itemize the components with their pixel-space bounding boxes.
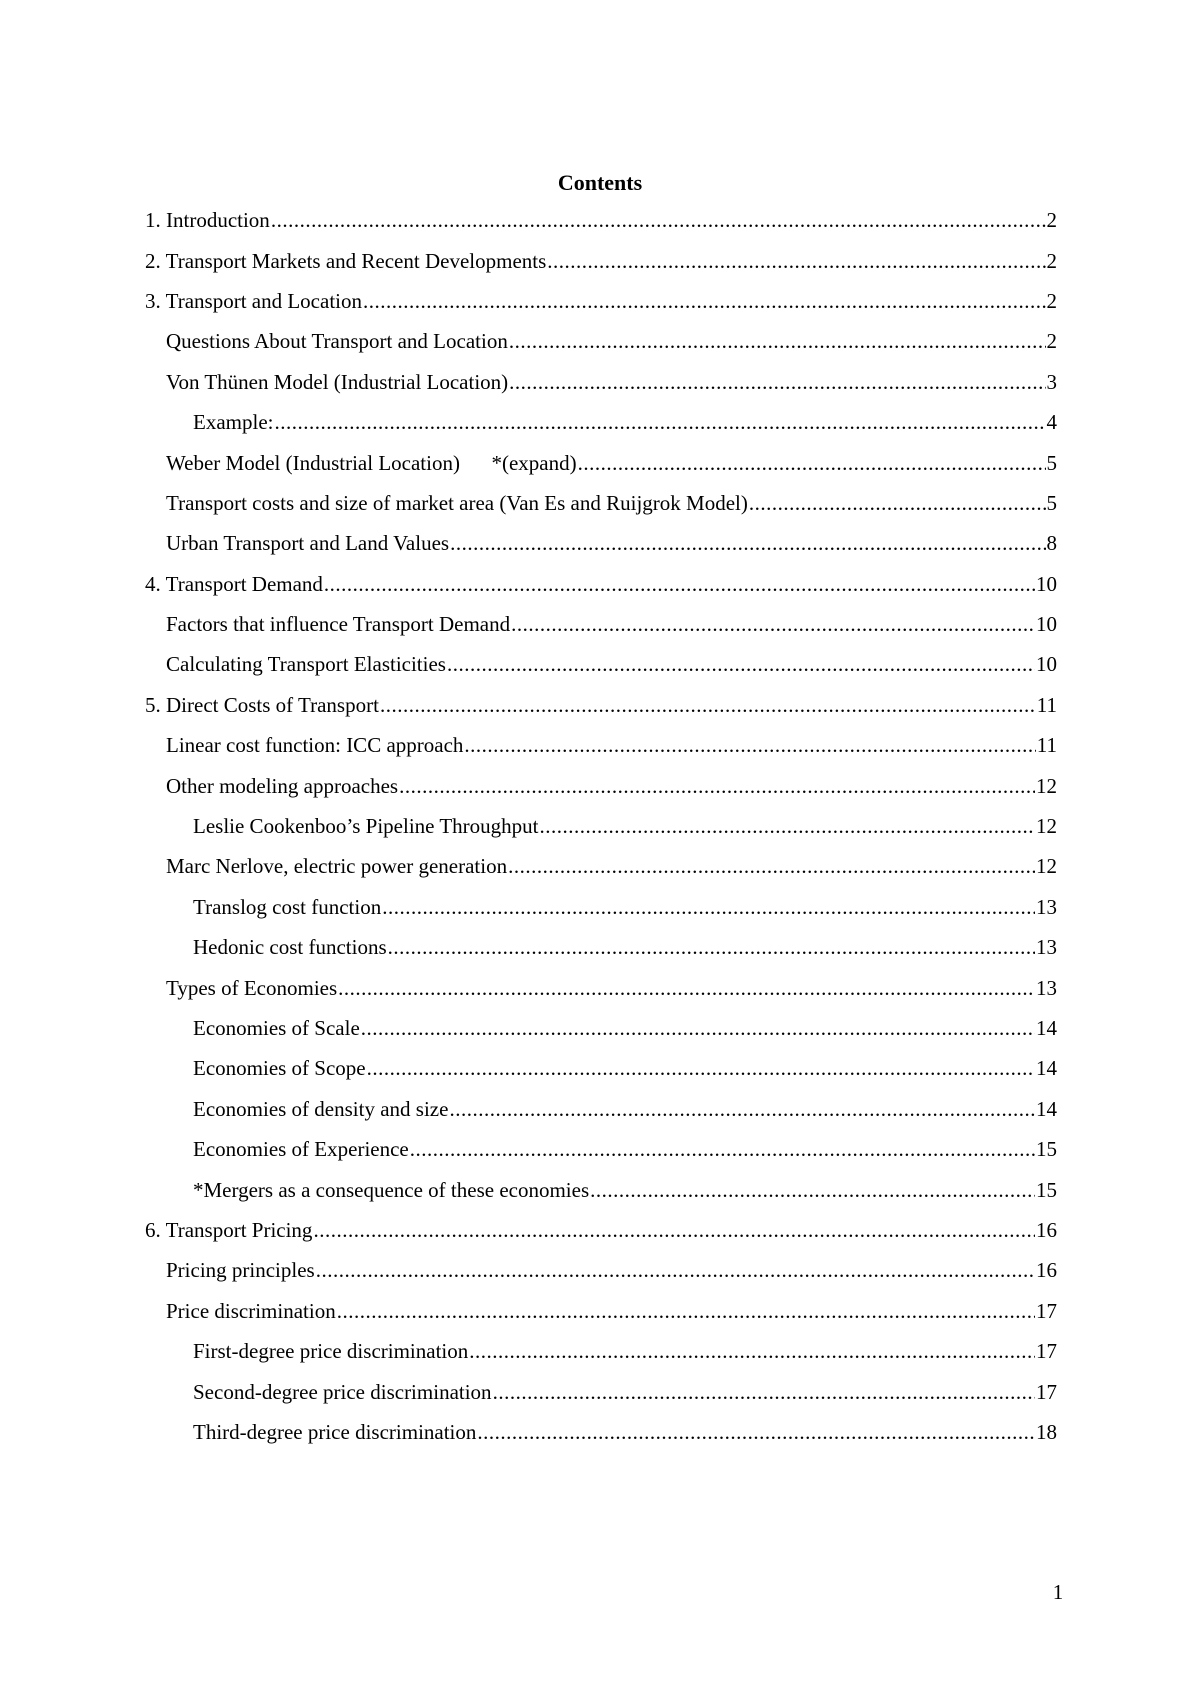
toc-entry-page: 2 [1046,248,1057,273]
toc-entry-text: 1. Introduction [145,208,270,233]
toc-dot-leader [578,451,1046,475]
toc-entry[interactable] [145,765,1057,805]
toc-dot-leader [590,1178,1035,1202]
toc-dot-leader [749,491,1046,515]
toc-entry-page: 3 [1046,369,1057,394]
toc-entry-text: 3. Transport and Location [145,288,362,313]
toc-entry-text: 2. Transport Markets and Recent Developments [145,248,547,273]
toc-entry-page: 5 [1046,490,1057,515]
toc-entry-page: 15 [1036,1137,1057,1162]
toc-entry-page: 4 [1046,410,1057,435]
toc-dot-leader [382,895,1035,919]
toc-dot-leader [477,1420,1035,1444]
page-title: Contents [557,170,643,195]
toc-entry-page: 14 [1036,1056,1057,1081]
toc-entry-text: Weber Model (Industrial Location) *(expand) [166,450,577,475]
toc-entry-text: 6. Transport Pricing [145,1217,313,1242]
toc-entry-page: 17 [1036,1298,1057,1323]
toc-entry-page: 17 [1036,1339,1057,1364]
toc-dot-leader [410,1137,1035,1161]
toc-entry-text: Economies of Experience [193,1137,409,1162]
toc-entry-page: 10 [1036,652,1057,677]
toc-entry-page: 14 [1036,1096,1057,1121]
toc-dot-leader [399,774,1035,798]
toc-dot-leader [540,814,1036,838]
toc-entry[interactable] [145,927,1057,967]
toc-dot-leader [509,329,1046,353]
toc-entry[interactable] [145,321,1057,361]
toc-entry[interactable] [145,362,1057,402]
toc-entry[interactable] [145,402,1057,442]
toc-entry-text: Transport costs and size of market area (Van Es and Ruijgrok Model) [166,490,748,515]
toc-entry-text: Marc Nerlove, electric power generation [166,854,508,879]
toc-dot-leader [337,1299,1035,1323]
toc-entry[interactable] [145,1331,1057,1371]
toc-entry-page: 8 [1046,531,1057,556]
toc-entry-text: Other modeling approaches [166,773,399,798]
toc-entry-page: 2 [1046,288,1057,313]
toc-dot-leader [313,1218,1035,1242]
toc-entry-text: Translog cost function [193,894,382,919]
toc-entry-page: 11 [1036,692,1057,717]
toc-entry[interactable] [145,846,1057,886]
toc-entry-page: 12 [1036,773,1057,798]
toc-entry-text: Linear cost function: ICC approach [166,733,464,758]
toc-entry[interactable] [145,1048,1057,1088]
toc-dot-leader [271,208,1046,232]
toc-entry-page: 2 [1046,329,1057,354]
toc-entry-text: Factors that influence Transport Demand [166,612,511,637]
toc-entry[interactable] [145,967,1057,1007]
toc-entry-page: 2 [1046,208,1057,233]
toc-entry[interactable] [145,200,1057,240]
toc-dot-leader [449,1097,1035,1121]
toc-entry-page: 10 [1036,571,1057,596]
toc-dot-leader [380,693,1036,717]
toc-entry-text: Economies of Scope [193,1056,366,1081]
toc-entry[interactable] [145,644,1057,684]
toc-entry-page: 16 [1036,1217,1057,1242]
toc-entry-page: 10 [1036,612,1057,637]
toc-entry[interactable] [145,1371,1057,1411]
toc-entry-text: Leslie Cookenboo’s Pipeline Throughput [193,814,539,839]
toc-entry-text: *Mergers as a consequence of these economies [193,1177,590,1202]
toc-entry-text: Types of Economies [166,975,338,1000]
toc-entry[interactable] [145,281,1057,321]
toc-dot-leader [450,531,1045,555]
toc-entry-page: 13 [1036,935,1057,960]
toc-entry-text: First-degree price discrimination [193,1339,469,1364]
toc-entry-text: Pricing principles [166,1258,315,1283]
toc-entry[interactable] [145,1412,1057,1452]
toc-dot-leader [447,652,1035,676]
toc-entry-page: 12 [1036,854,1057,879]
toc-entry-page: 13 [1036,894,1057,919]
toc-entry[interactable] [145,887,1057,927]
toc-entry[interactable] [145,1291,1057,1331]
toc-entry-page: 11 [1036,733,1057,758]
toc-entry-text: Von Thünen Model (Industrial Location) [166,369,509,394]
toc-entry[interactable] [145,483,1057,523]
toc-entry[interactable] [145,240,1057,280]
toc-entry[interactable] [145,1129,1057,1169]
toc-entry[interactable] [145,604,1057,644]
toc-entry-text: Price discrimination [166,1298,336,1323]
toc-entry[interactable] [145,1089,1057,1129]
toc-entry[interactable] [145,1008,1057,1048]
toc-dot-leader [464,733,1035,757]
toc-entry-text: Urban Transport and Land Values [166,531,450,556]
toc-entry-text: Economies of Scale [193,1016,360,1040]
toc-entry-text: Calculating Transport Elasticities [166,652,446,677]
toc-entry-text: Questions About Transport and Location [166,329,508,354]
toc-entry[interactable] [145,442,1057,482]
toc-entry-page: 12 [1036,814,1057,839]
toc-dot-leader [511,612,1035,636]
toc-dot-leader [324,572,1035,596]
toc-dot-leader [274,410,1045,434]
toc-dot-leader [361,1016,1035,1040]
toc-entry[interactable] [145,1169,1057,1209]
toc-entry[interactable] [145,1250,1057,1290]
toc-entry-text: 5. Direct Costs of Transport [145,692,379,717]
toc-dot-leader [508,854,1035,878]
toc-entry[interactable] [145,1210,1057,1250]
toc-entry-text: Example: [193,410,274,435]
toc-entry-page: 13 [1036,975,1057,1000]
toc-entry-text: Third-degree price discrimination [193,1419,477,1444]
toc-entry-page: 18 [1036,1419,1057,1444]
toc-dot-leader [338,976,1035,1000]
toc-dot-leader [388,935,1035,959]
toc-dot-leader [316,1258,1035,1282]
toc-dot-leader [547,249,1045,273]
toc-entry-page: 16 [1036,1258,1057,1283]
toc-entry-text: Economies of density and size [193,1096,449,1121]
toc-dot-leader [469,1339,1035,1363]
toc-entry-text: Second-degree price discrimination [193,1379,492,1404]
toc-entry-page: 5 [1046,450,1057,475]
toc-dot-leader [363,289,1046,313]
table-of-contents [145,200,1057,1452]
toc-entry[interactable] [145,564,1057,604]
toc-entry-page: 14 [1036,1016,1057,1040]
toc-entry-page: 17 [1036,1379,1057,1404]
toc-entry[interactable] [145,685,1057,725]
toc-entry-text: Hedonic cost functions [193,935,387,960]
toc-entry[interactable] [145,523,1057,563]
toc-dot-leader [367,1056,1035,1080]
toc-entry-page: 15 [1036,1177,1057,1202]
page-number: 1 [1052,1580,1064,1604]
toc-entry[interactable] [145,725,1057,765]
toc-dot-leader [509,370,1045,394]
toc-dot-leader [493,1380,1035,1404]
toc-entry[interactable] [145,806,1057,846]
toc-entry-text: 4. Transport Demand [145,571,323,596]
